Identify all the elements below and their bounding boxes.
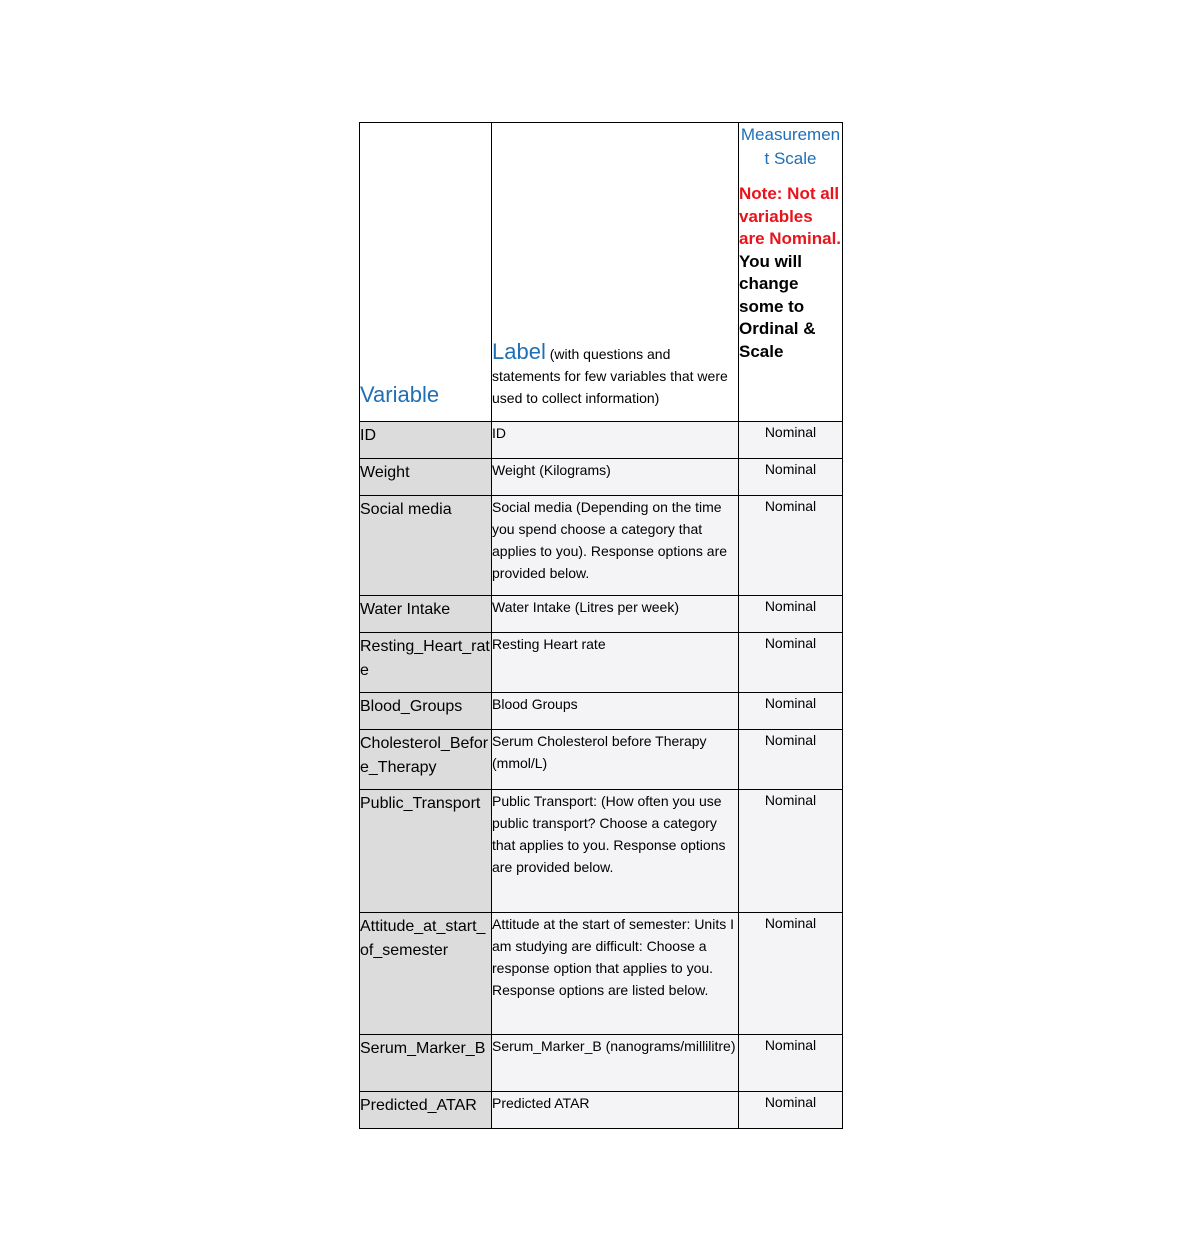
label-cell: ID [492, 422, 739, 459]
table-header-row [360, 123, 843, 422]
variable-cell: Predicted_ATAR [360, 1092, 492, 1129]
label-cell: Social media (Depending on the time you spend choose a category that applies to you). Response options are provided below. [492, 496, 739, 596]
scale-cell: Nominal [739, 422, 843, 459]
label-cell: Blood Groups [492, 693, 739, 730]
label-cell: Serum_Marker_B (nanograms/millilitre) [492, 1035, 739, 1092]
header-scale-note: Note: Not all variables are Nominal. [739, 184, 842, 248]
table-row [360, 596, 843, 633]
table-row [360, 913, 843, 1035]
scale-cell: Nominal [739, 693, 843, 730]
header-label-desc: (with questions and statements for few variables that were used to collect information) [492, 346, 728, 406]
scale-cell: Nominal [739, 459, 843, 496]
table-row [360, 459, 843, 496]
label-cell: Water Intake (Litres per week) [492, 596, 739, 633]
variable-cell: Serum_Marker_B [360, 1035, 492, 1092]
variable-cell: Attitude_at_start_of_semester [360, 913, 492, 1035]
variable-cell: Weight [360, 459, 492, 496]
label-cell: Serum Cholesterol before Therapy (mmol/L) [492, 730, 739, 790]
variable-cell: Water Intake [360, 596, 492, 633]
scale-cell: Nominal [739, 1035, 843, 1092]
label-cell: Weight (Kilograms) [492, 459, 739, 496]
label-cell: Predicted ATAR [492, 1092, 739, 1129]
header-label-title: Label [492, 339, 546, 364]
variable-cell: Resting_Heart_rate [360, 633, 492, 693]
header-scale-cell [739, 123, 843, 422]
scale-cell: Nominal [739, 633, 843, 693]
table-row [360, 790, 843, 913]
table-row [360, 693, 843, 730]
scale-cell: Nominal [739, 913, 843, 1035]
variable-cell: Social media [360, 496, 492, 596]
scale-cell: Nominal [739, 496, 843, 596]
variables-table [359, 122, 843, 1129]
header-scale-title: Measurement Scale [740, 125, 841, 168]
table-row [360, 422, 843, 459]
header-scale-change: You will change some to Ordinal & Scale [739, 251, 816, 361]
variable-cell: ID [360, 422, 492, 459]
header-variable: Variable [360, 382, 440, 407]
table-row [360, 1035, 843, 1092]
label-cell: Resting Heart rate [492, 633, 739, 693]
scale-cell: Nominal [739, 596, 843, 633]
table-row [360, 1092, 843, 1129]
scale-cell: Nominal [739, 1092, 843, 1129]
table-row [360, 730, 843, 790]
header-label-cell [492, 123, 739, 422]
variable-cell: Public_Transport [360, 790, 492, 913]
scale-cell: Nominal [739, 790, 843, 913]
table-row [360, 496, 843, 596]
table-row [360, 633, 843, 693]
scale-cell: Nominal [739, 730, 843, 790]
label-cell: Public Transport: (How often you use public transport? Choose a category that applies to you. Response options are provided below. [492, 790, 739, 913]
label-cell: Attitude at the start of semester: Units I am studying are difficult: Choose a response option that applies to you. Response options are listed below. [492, 913, 739, 1035]
variable-cell: Cholesterol_Before_Therapy [360, 730, 492, 790]
header-variable-cell [360, 123, 492, 422]
variable-cell: Blood_Groups [360, 693, 492, 730]
